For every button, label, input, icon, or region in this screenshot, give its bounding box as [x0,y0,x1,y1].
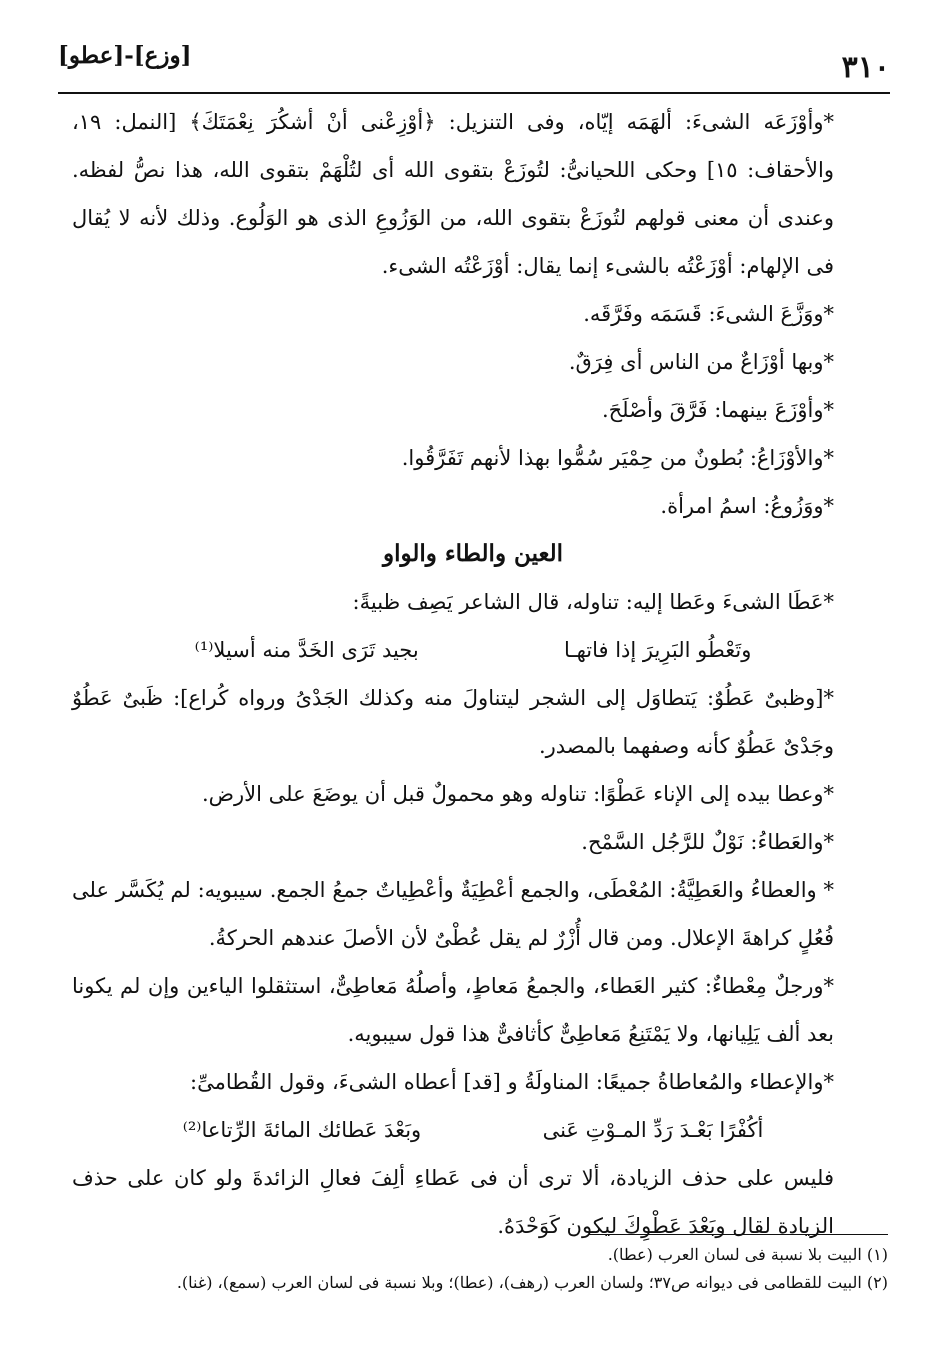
entry-awzaahu: *وأوْزَعَه الشىءَ: ألهَمَه إيّاه، وفى التنزيل: ﴿أوْزِعْنى أنْ أشكُرَ نِعْمَتَكَ﴾ [النمل: ١٩، والأحقاف: ١٥] وحكى اللحيانىُّ: لتُوزَعْ بتقوى الله أى لتُلْهَمْ بتقوى الله، هذا نصُّ لفظه. وعندى أن معنى قولهم لتُوزَعْ بتقوى الله، من الوَزُوعِ الذى هو الوَلُوع. وذلك لأنه لا يُقال فى الإلهام: أوْزَعْتُه بالشىء إنما يقال: أوْزَعْتُه الشىء. [72,110,834,278]
entry-mitaa: *ورجلٌ مِعْطاءٌ: كثير العَطاء، والجمعُ مَعاطٍ، وأصلُهُ مَعاطِىٌّ، استثقلوا الياءين وإن لم يكونا بعد ألف يَلِيانها، ولا يَمْتَنِعُ مَعاطِىٌّ كأثافىٌّ هذا قول سيبويه. [72,974,834,1046]
entry-zaby-atw: *[وظبىٌ عَطُوٌ: يَتطاوَل إلى الشجر ليتناولَ منه وكذلك الجَدْىُ ورواه كُراع]: ظَبىٌ عَطُوٌ وجَدْىٌ عَطُوٌ كأنه وصفهما بالمصدر. [72,686,834,758]
verse-2-second-hemistich: وبَعْدَ عَطائك المائةَ الرِّتاعا⁽²⁾ [182,1118,422,1142]
verse-1 [72,626,874,674]
page-header [58,36,890,94]
footnotes [60,1234,888,1297]
main-text [72,98,874,1250]
entry-commentary: فليس على حذف الزيادة، ألا ترى أن فى عَطاءِ ألِفَ فعالِ الزائدةَ ولو كان على حذف الزيادة لقال وبَعْدَ عَطْوِكَ ليكون كَوَحْدَهُ. [72,1166,834,1238]
entry-ata: *عَطَا الشىءَ وعَطا إليه: تناوله، قال الشاعر يَصِف ظبيةً: [352,590,834,614]
entry-al-ataa: *والعَطاءُ: نَوْلٌ للرَّجُل السَّمْح. [581,830,834,854]
entry-awzaa-people: *وبها أوْزَاعٌ من الناس أى فِرَقٌ. [568,350,834,374]
entry-al-itaa: *والإعطاء والمُعاطاةُ جميعًا: المناولَةُ و [قد] أعطاه الشىءَ، وقول القُطامىِّ: [190,1070,834,1094]
footnote-2: (٢) البيت للقطامى فى ديوانه ص٣٧؛ ولسان العرب (رهف)، (عطا)؛ وبلا نسبة فى لسان العرب (سمع)، (غنا). [176,1273,888,1292]
footnote-divider [588,1234,888,1235]
entry-ata-biyadih: *وعطا بيده إلى الإناء عَطْوًا: تناوله وهو محمولٌ قبل أن يوضَعَ على الأرض. [201,782,834,806]
page-number: ٣١٠ [841,50,890,85]
entry-wazzaa: *ووَزَّعَ الشىءَ: قَسَمَه وفَرَّقَه. [583,302,834,326]
verse-1-first-hemistich: وتَعْطُو البَرِيرَ إذا فاتهـا [564,638,752,662]
entry-awzaa-baynahuma: *وأوْزَعَ بينهما: فَرَّقَ وأصْلَحَ. [601,398,834,422]
entry-al-awzaa: *والأوْزَاعُ: بُطونٌ من حِمْيَر سُمُّوا بهذا لأنهم تَفَرَّقُوا. [401,446,834,470]
verse-1-second-hemistich: بجيد تَرَى الخَدَّ منه أسيلا⁽¹⁾ [194,638,419,662]
entry-wazuu: *ووَزُوعُ: اسمُ امرأة. [660,494,834,518]
verse-2 [72,1106,874,1154]
section-title: العين والطاء والواو [382,540,564,567]
verse-2-first-hemistich: أكُفْرًا بَعْـدَ رَدِّ المـوْتِ عَنى [542,1118,764,1142]
running-head: [وزع]-[عطو] [58,42,192,69]
entry-al-ataa-wal-atiyya: * والعطاءُ والعَطِيَّةُ: المُعْطَى، والجمع أعْطِيَةٌ وأعْطِياتٌ جمعُ الجمع. سيبويه: لم يُكَسَّر على فُعُلٍ كراهةَ الإعلال. ومن قال أُزْرٌ لم يقل عُطْىٌ لأن الأصلَ عندهم الحركةُ. [72,878,834,950]
footnote-1: (١) البيت بلا نسبة فى لسان العرب (عطا). [607,1245,888,1264]
